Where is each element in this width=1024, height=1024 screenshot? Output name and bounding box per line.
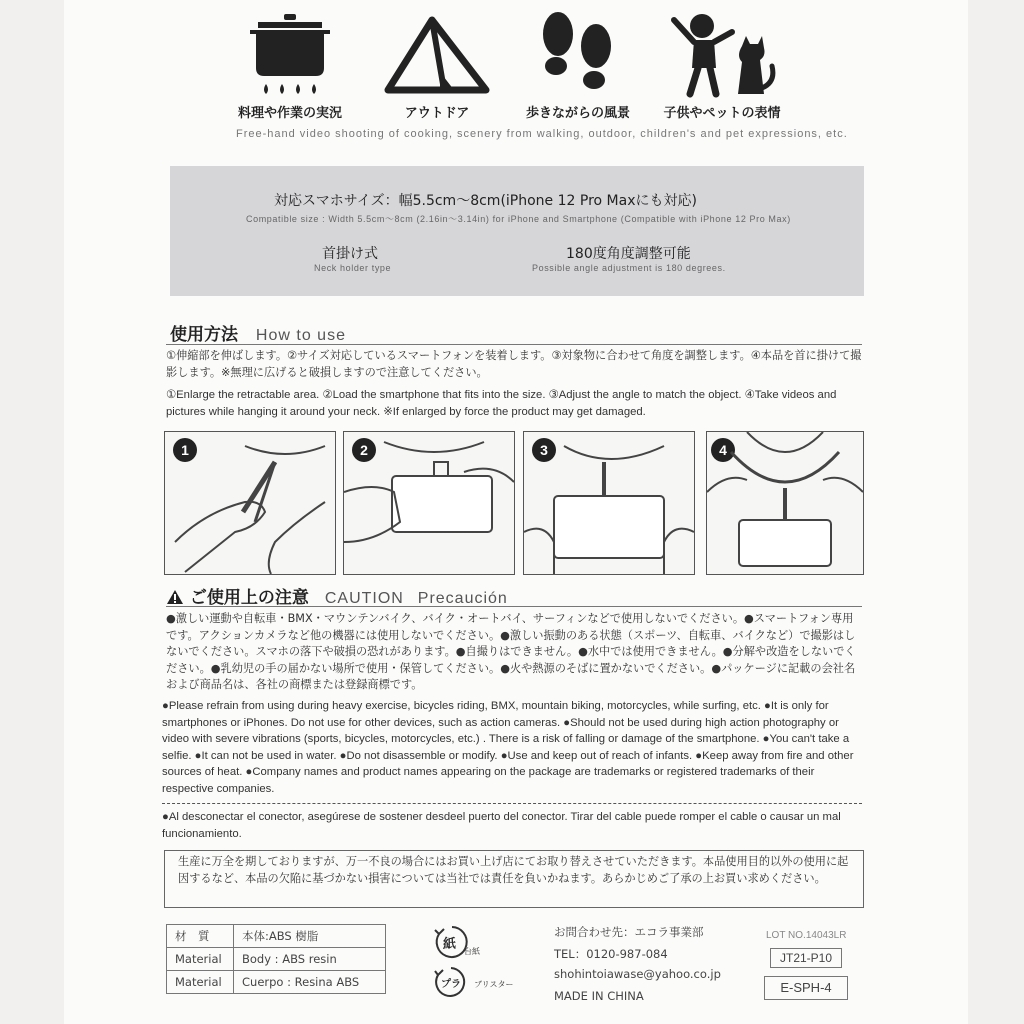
step-number-2: 2 — [360, 442, 368, 458]
materials-table — [166, 924, 386, 994]
compatible-size-en: Compatible size : Width 5.5cm〜8cm (2.16in〜3.14in) for iPhone and Smartphone (Compatible with iPhone 12 Pro Max) — [246, 214, 791, 224]
top-subtitle: Free-hand video shooting of cooking, scenery from walking, outdoor, children's and pet expressions, etc. — [236, 128, 848, 140]
materials-row — [167, 971, 386, 994]
child-and-cat-icon — [668, 10, 778, 98]
angle-adjust-jp: 180度角度調整可能 — [566, 246, 691, 262]
tent-icon — [384, 16, 490, 94]
icon-label-walking: 歩きながらの風景 — [525, 106, 630, 121]
materials-row — [167, 925, 386, 948]
compatible-size-jp: 対応スマホサイズ：幅5.5cm〜8cm(iPhone 12 Pro Maxにも対応) — [274, 193, 697, 209]
step-number-4: 4 — [719, 442, 727, 458]
caution-text-en: ●Please refrain from using during heavy exercise, bicycles riding, BMX, mountain biking, motorcycles, while surfing, etc. ●It is only for smartphones or iPhones. Do not use for other devices, such as action cameras. ●Should not be used during high action photography or video with severe vibrations (sports, bicycles, motorcycles, etc.) . There is a risk of falling or damage of the smartphone. ●You can't take a selfie. ●It can not be used in water. ●Do not disassemble or modify. ●Use and keep out of reach of infants. ●Keep away from fire and other sources of heat. ●Company names and product names appearing on the package are trademarks or registered trademarks of their respective companies. — [162, 700, 854, 795]
model-code-box: E-SPH-4 — [764, 976, 848, 1000]
caution-title-es: Precaución — [417, 590, 508, 607]
material-label: Material — [167, 948, 234, 971]
material-value: Body : ABS resin — [234, 948, 386, 971]
paper-mark-label: 台紙 — [464, 947, 480, 956]
materials-row — [167, 948, 386, 971]
cooking-pot-icon — [246, 10, 334, 98]
material-label: Material — [167, 971, 234, 994]
contact-label: お問合わせ先：エコラ事業部 — [554, 925, 704, 939]
step-panel-1 — [164, 431, 336, 575]
how-to-text-jp: ①伸縮部を伸ばします。②サイズ対応しているスマートフォンを装着します。③対象物に合わせて角度を調整します。④本品を首に掛けて撮影します。※無理に広げると破損しますので注意してください。 — [166, 349, 862, 379]
jt-code-box: JT21-P10 — [770, 948, 842, 968]
how-to-underline — [166, 344, 862, 345]
made-in: MADE IN CHINA — [554, 989, 644, 1003]
paper-mark-text: 紙 — [443, 937, 457, 952]
step-panel-3 — [523, 431, 695, 575]
step-number-1: 1 — [181, 442, 189, 458]
how-to-title — [170, 320, 346, 345]
contact-email: shohintoiawase@yahoo.co.jp — [554, 967, 721, 981]
plastic-mark-text: プラ — [441, 979, 461, 990]
material-value: Cuerpo : Resina ABS — [234, 971, 386, 994]
material-label: 材 質 — [167, 925, 234, 948]
neck-holder-en: Neck holder type — [314, 263, 392, 273]
footprints-icon — [538, 10, 618, 96]
angle-adjust-en: Possible angle adjustment is 180 degrees. — [532, 263, 726, 273]
caution-title-en: CAUTION — [324, 590, 404, 607]
how-to-title-jp: 使用方法 — [170, 325, 238, 345]
material-value: 本体:ABS 樹脂 — [234, 925, 386, 948]
step-panel-4 — [706, 431, 864, 575]
plastic-mark-label: ブリスター — [474, 980, 514, 989]
caution-text-es: ●Al desconectar el conector, asegúrese de sostener desdeel puerto del conector. Tirar del cable puede romper el cable o causar un mal funcionamiento. — [162, 811, 841, 840]
how-to-text-en: ①Enlarge the retractable area. ②Load the smartphone that fits into the size. ③Adjust the angle to match the object. ④Take videos and pictures while hanging it around your neck. ※If enlarged by force the product may get damaged. — [166, 389, 837, 418]
how-to-title-en: How to use — [255, 327, 346, 344]
icon-label-cooking: 料理や作業の実況 — [237, 106, 342, 121]
caution-text-jp: ●激しい運動や自転車・BMX・マウンテンバイク、バイク・オートバイ、サーフィンなどで使用しないでください。●スマートフォン専用です。アクションカメラなど他の機器には使用しないでください。●激しい振動のある状態（スポーツ、自転車、バイクなど）で撮影はしないでください。スマホの落下や破損の恐れがあります。●自撮りはできません。●水中では使用できません。●分解や改造をしないでください。●乳幼児の手の届かない場所で使用・保管してください。●火や熱源のそばに置かないでください。●パッケージに記載の会社名および商品名は、各社の商標または登録商標です。 — [166, 612, 856, 691]
icon-label-children-pets: 子供やペットの表情 — [663, 106, 781, 121]
neck-holder-jp: 首掛け式 — [322, 246, 378, 262]
lot-number: LOT NO.14043LR — [766, 930, 847, 941]
spec-box — [170, 166, 864, 296]
icon-label-outdoor: アウトドア — [404, 106, 470, 121]
dashed-divider — [162, 803, 862, 804]
step-number-3: 3 — [540, 442, 548, 458]
notice-text: 生産に万全を期しておりますが、万一不良の場合にはお買い上げ店にてお取り替えさせていただきます。本品使用目的以外の使用に起因するなど、本品の欠陥に基づかない損害については当社では責任を負いかねます。あらかじめご了承の上お買い求めください。 — [178, 855, 849, 885]
plastic-recycle-mark — [434, 965, 524, 1001]
caution-title-jp: ご使用上の注意 — [189, 588, 309, 608]
contact-tel: TEL：0120-987-084 — [554, 947, 668, 961]
caution-underline — [166, 606, 862, 607]
step-panel-2 — [343, 431, 515, 575]
paper-recycle-mark — [434, 924, 494, 960]
